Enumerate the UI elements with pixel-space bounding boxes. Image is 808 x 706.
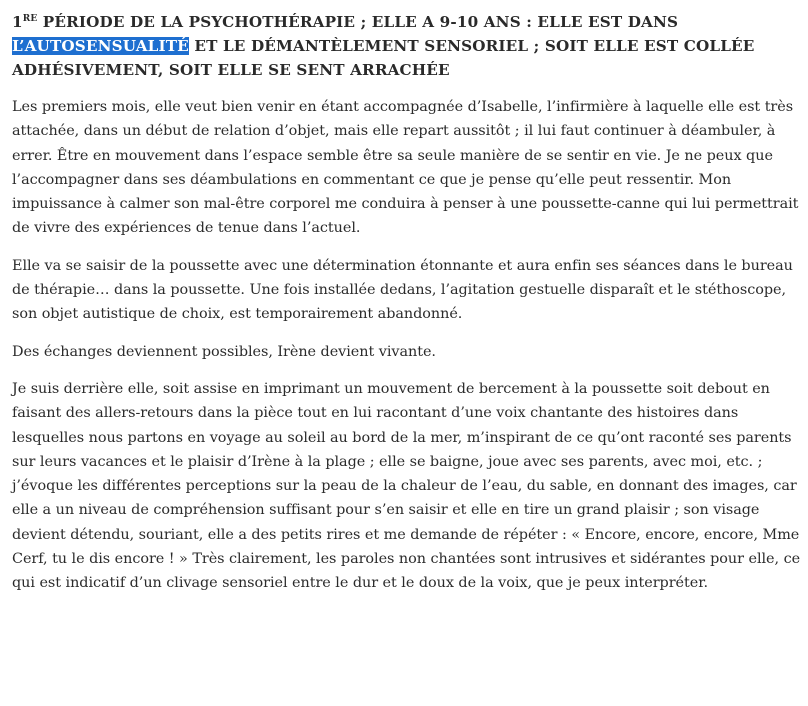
heading-selected-text[interactable]: L’AUTOSENSUALITÉ <box>12 37 189 55</box>
paragraph-2: Elle va se saisir de la poussette avec une détermination étonnante et aura enfin ses séances dans le bureau de thérapie… dans la poussette. Une fois installée dedans, l’agitation gestuelle disparaît et le stéthoscope, son objet autistique de choix, est temporairement abandonné. <box>12 257 793 323</box>
section-heading <box>12 10 804 82</box>
article-content <box>12 0 804 596</box>
heading-number: 1 <box>12 13 23 31</box>
heading-text-part2: ET LE DÉMANTÈLEMENT SENSORIEL ; SOIT ELLE EST COLLÉE ADHÉSIVEMENT, SOIT ELLE SE SENT ARRACHÉE <box>12 37 755 79</box>
heading-text-part1: PÉRIODE DE LA PSYCHOTHÉRAPIE ; ELLE A 9-10 ANS : ELLE EST DANS <box>37 13 679 31</box>
heading-superscript: RE <box>22 14 38 24</box>
paragraph-4: Je suis derrière elle, soit assise en imprimant un mouvement de bercement à la poussette soit debout en faisant des allers-retours dans la pièce tout en lui racontant d’une voix chantante des histoires dans lesquelles nous partons en voyage au soleil au bord de la mer, m’inspirant de ce qu’ont raconté ses parents sur leurs vacances et le plaisir d’Irène à la plage ; elle se baigne, joue avec ses parents, avec moi, etc. ; j’évoque les différentes perceptions sur la peau de la chaleur de l’eau, du sable, en donnant des images, car elle a un niveau de compréhension suffisant pour s’en saisir et elle en tire un grand plaisir ; son visage devient détendu, souriant, elle a des petits rires et me demande de répéter : « Encore, encore, encore, Mme Cerf, tu le dis encore ! » Très clairement, les paroles non chantées sont intrusives et sidérantes pour elle, ce qui est indicatif d’un clivage sensoriel entre le dur et le doux de la voix, que je peux interpréter. <box>12 380 801 592</box>
paragraph-1: Les premiers mois, elle veut bien venir en étant accompagnée d’Isabelle, l’infirmière à laquelle elle est très attachée, dans un début de relation d’objet, mais elle repart aussitôt ; il lui faut continuer à déambuler, à errer. Être en mouvement dans l’espace semble être sa seule manière de se sentir en vie. Je ne peux que l’accompagner dans ses déambulations en commentant ce que je pense qu’elle peut ressentir. Mon impuissance à calmer son mal-être corporel me conduira à penser à une poussette-canne qui lui permettrait de vivre des expériences de tenue dans l’actuel. <box>12 99 799 237</box>
paragraph-3: Des échanges deviennent possibles, Irène devient vivante. <box>12 343 436 360</box>
